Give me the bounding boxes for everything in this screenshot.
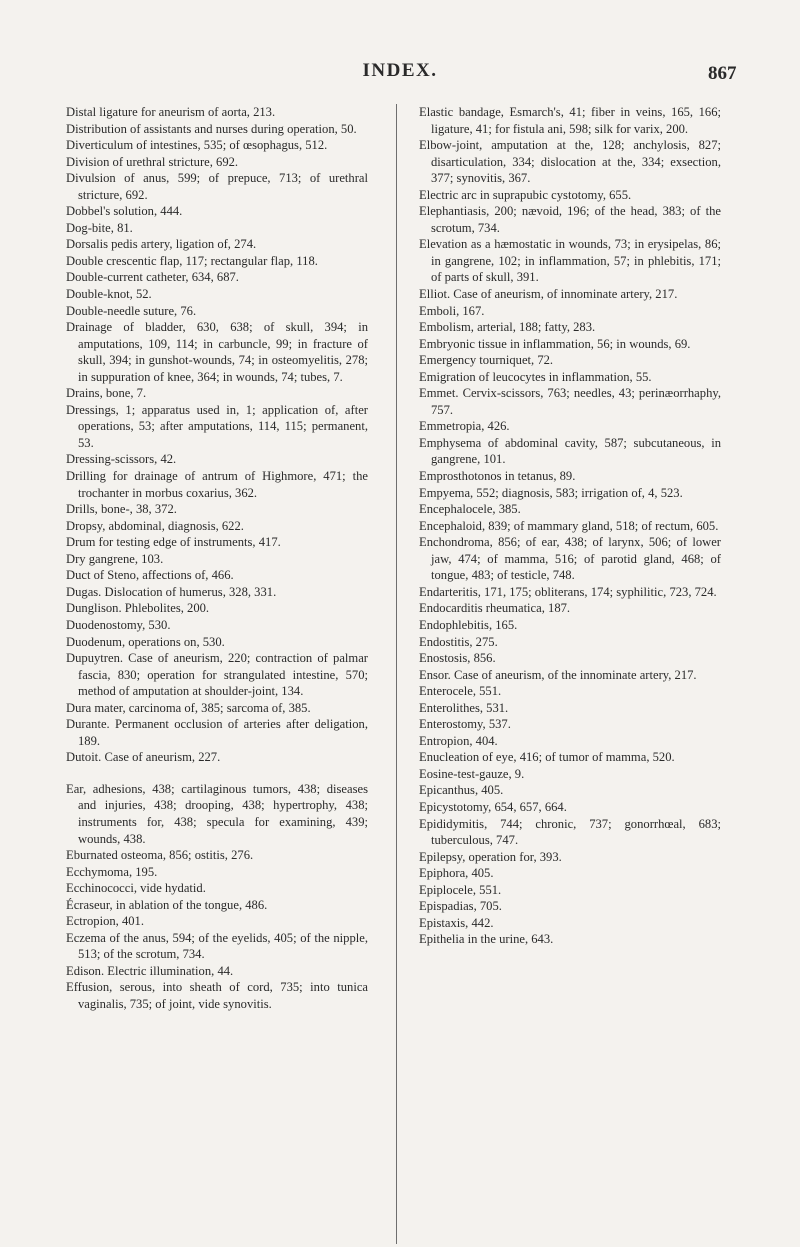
index-entry: Emprosthotonos in tetanus, 89. xyxy=(419,469,576,484)
index-entry: Dupuytren. Case of aneurism, 220; contraction of palmar fascia, 830; operation for strangulated intestine, 570; method of amputation at shoulder-joint, 134. xyxy=(66,651,368,699)
index-entry: Elevation as a hæmostatic in wounds, 73; in erysipelas, 86; in gangrene, 102; in inflammation, 57; in phlebitis, 171; of parts of skull, 391. xyxy=(419,237,721,285)
index-entry: Elliot. Case of aneurism, of innominate artery, 217. xyxy=(419,287,678,302)
index-entry: Ectropion, 401. xyxy=(66,914,144,929)
index-entry: Emmet. Cervix-scissors, 763; needles, 43; perinæorrhaphy, 757. xyxy=(419,386,721,417)
index-entry: Electric arc in suprapubic cystotomy, 655. xyxy=(419,187,632,202)
index-entry: Effusion, serous, into sheath of cord, 735; into tunica vaginalis, 735; of joint, vide synovitis. xyxy=(66,980,368,1011)
index-entry: Dressing-scissors, 42. xyxy=(66,452,177,467)
index-entry: Epicanthus, 405. xyxy=(419,783,504,798)
index-entry: Elephantiasis, 200; nævoid, 196; of the head, 383; of the scrotum, 734. xyxy=(419,204,721,235)
index-entry: Dura mater, carcinoma of, 385; sarcoma of, 385. xyxy=(66,700,311,715)
right-entries-e xyxy=(419,104,721,948)
index-entry: Epithelia in the urine, 643. xyxy=(419,932,554,947)
index-entry: Diverticulum of intestines, 535; of œsophagus, 512. xyxy=(66,138,328,153)
index-entry: Enucleation of eye, 416; of tumor of mamma, 520. xyxy=(419,750,675,765)
index-entry: Drilling for drainage of antrum of Highmore, 471; the trochanter in morbus coxarius, 362. xyxy=(66,469,368,500)
index-entry: Epispadias, 705. xyxy=(419,899,502,914)
page-number: 867 xyxy=(708,63,737,84)
index-entry: Endophlebitis, 165. xyxy=(419,617,518,632)
right-column xyxy=(419,104,721,948)
index-entry: Encephaloid, 839; of mammary gland, 518; of rectum, 605. xyxy=(419,518,719,533)
index-entry: Encephalocele, 385. xyxy=(419,502,521,517)
index-entry: Ensor. Case of aneurism, of the innominate artery, 217. xyxy=(419,667,697,682)
index-entry: Elbow-joint, amputation at the, 128; anchylosis, 827; disarticulation, 334; dislocation at the, 334; exsection, 377; synovitis, 367. xyxy=(419,138,721,186)
index-entry: Emphysema of abdominal cavity, 587; subcutaneous, in gangrene, 101. xyxy=(419,435,721,467)
index-entry: Durante. Permanent occlusion of arteries after deligation, 189. xyxy=(66,717,368,748)
index-entry: Duodenum, operations on, 530. xyxy=(66,634,225,649)
index-title: INDEX. xyxy=(362,60,438,81)
index-entry: Division of urethral stricture, 692. xyxy=(66,154,239,169)
index-entry: Duodenostomy, 530. xyxy=(66,617,171,632)
index-entry: Emergency tourniquet, 72. xyxy=(419,353,554,368)
section-gap xyxy=(66,766,368,781)
index-entry: Enterolithes, 531. xyxy=(419,700,509,715)
index-entry: Endostitis, 275. xyxy=(419,634,498,649)
index-entry: Ecchinococci, vide hydatid. xyxy=(66,881,206,896)
index-entry: Empyema, 552; diagnosis, 583; irrigation of, 4, 523. xyxy=(419,485,683,500)
index-entry: Dobbel's solution, 444. xyxy=(66,204,183,219)
index-entry: Drainage of bladder, 630, 638; of skull, 394; in amputations, 109, 114; in carbuncle, 99; in fracture of skull, 394; in gunshot-wounds, 74; in osteomyelitis, 278; in suppuration of knee, 364; in wounds, 74; tubes, 7. xyxy=(66,320,368,384)
index-entry: Dropsy, abdominal, diagnosis, 622. xyxy=(66,518,244,533)
left-entries-d xyxy=(66,104,368,766)
index-entry: Distribution of assistants and nurses during operation, 50. xyxy=(66,121,357,136)
index-entry: Enostosis, 856. xyxy=(419,651,496,666)
index-entry: Elastic bandage, Esmarch's, 41; fiber in veins, 165, 166; ligature, 41; for fistula ani, 598; silk for varix, 200. xyxy=(419,105,721,136)
index-entry: Ear, adhesions, 438; cartilaginous tumors, 438; diseases and injuries, 438; drooping, 438; hypertrophy, 438; instruments for, 438; specula for examining, 439; wounds, 438. xyxy=(66,781,368,846)
index-entry: Duct of Steno, affections of, 466. xyxy=(66,568,234,583)
index-entry: Emboli, 167. xyxy=(419,303,485,318)
index-entry: Dog-bite, 81. xyxy=(66,220,133,235)
index-entry: Divulsion of anus, 599; of prepuce, 713; of urethral stricture, 692. xyxy=(66,171,368,202)
index-entry: Enterocele, 551. xyxy=(419,684,502,699)
index-entry: Epistaxis, 442. xyxy=(419,915,494,930)
index-entry: Enterostomy, 537. xyxy=(419,717,511,732)
left-entries-e xyxy=(66,781,368,1013)
index-entry: Double-current catheter, 634, 687. xyxy=(66,270,239,285)
index-entry: Eburnated osteoma, 856; ostitis, 276. xyxy=(66,848,254,863)
index-entry: Embolism, arterial, 188; fatty, 283. xyxy=(419,320,596,335)
index-entry: Endocarditis rheumatica, 187. xyxy=(419,601,571,616)
index-entry: Écraseur, in ablation of the tongue, 486. xyxy=(66,897,268,912)
index-entry: Embryonic tissue in inflammation, 56; in wounds, 69. xyxy=(419,336,691,351)
index-entry: Enchondroma, 856; of ear, 438; of larynx, 506; of lower jaw, 474; of mamma, 516; of parotid gland, 468; of tongue, 483; of testicle, 748. xyxy=(419,535,721,583)
index-entry: Distal ligature for aneurism of aorta, 213. xyxy=(66,105,276,119)
index-entry: Endarteritis, 171, 175; obliterans, 174; syphilitic, 723, 724. xyxy=(419,584,717,599)
page-header xyxy=(0,60,800,84)
index-entry: Dorsalis pedis artery, ligation of, 274. xyxy=(66,237,257,252)
index-entry: Emmetropia, 426. xyxy=(419,419,510,434)
index-entry: Epicystotomy, 654, 657, 664. xyxy=(419,799,567,814)
left-column xyxy=(66,104,368,1013)
index-entry: Dutoit. Case of aneurism, 227. xyxy=(66,750,221,765)
index-entry: Dunglison. Phlebolites, 200. xyxy=(66,601,210,616)
index-entry: Dry gangrene, 103. xyxy=(66,551,164,566)
index-entry: Double-needle suture, 76. xyxy=(66,303,197,318)
index-entry: Eczema of the anus, 594; of the eyelids, 405; of the nipple, 513; of the scrotum, 734. xyxy=(66,930,368,962)
index-entry: Dressings, 1; apparatus used in, 1; application of, after operations, 53; after amputations, 114, 115; permanent, 53. xyxy=(66,402,368,450)
index-entry: Epididymitis, 744; chronic, 737; gonorrhœal, 683; tuberculous, 747. xyxy=(419,816,721,848)
index-entry: Ecchymoma, 195. xyxy=(66,864,158,879)
index-entry: Emigration of leucocytes in inflammation, 55. xyxy=(419,369,652,384)
index-entry: Drains, bone, 7. xyxy=(66,386,147,401)
index-entry: Epiphora, 405. xyxy=(419,866,494,881)
index-entry: Double-knot, 52. xyxy=(66,287,152,302)
index-entry: Drum for testing edge of instruments, 417. xyxy=(66,535,281,550)
index-entry: Double crescentic flap, 117; rectangular flap, 118. xyxy=(66,253,318,268)
index-entry: Entropion, 404. xyxy=(419,733,498,748)
index-entry: Epiplocele, 551. xyxy=(419,882,502,897)
column-divider xyxy=(396,104,397,1244)
index-entry: Edison. Electric illumination, 44. xyxy=(66,963,234,978)
index-entry: Epilepsy, operation for, 393. xyxy=(419,849,562,864)
index-entry: Eosine-test-gauze, 9. xyxy=(419,766,525,781)
index-entry: Dugas. Dislocation of humerus, 328, 331. xyxy=(66,584,277,599)
index-entry: Drills, bone-, 38, 372. xyxy=(66,502,177,517)
